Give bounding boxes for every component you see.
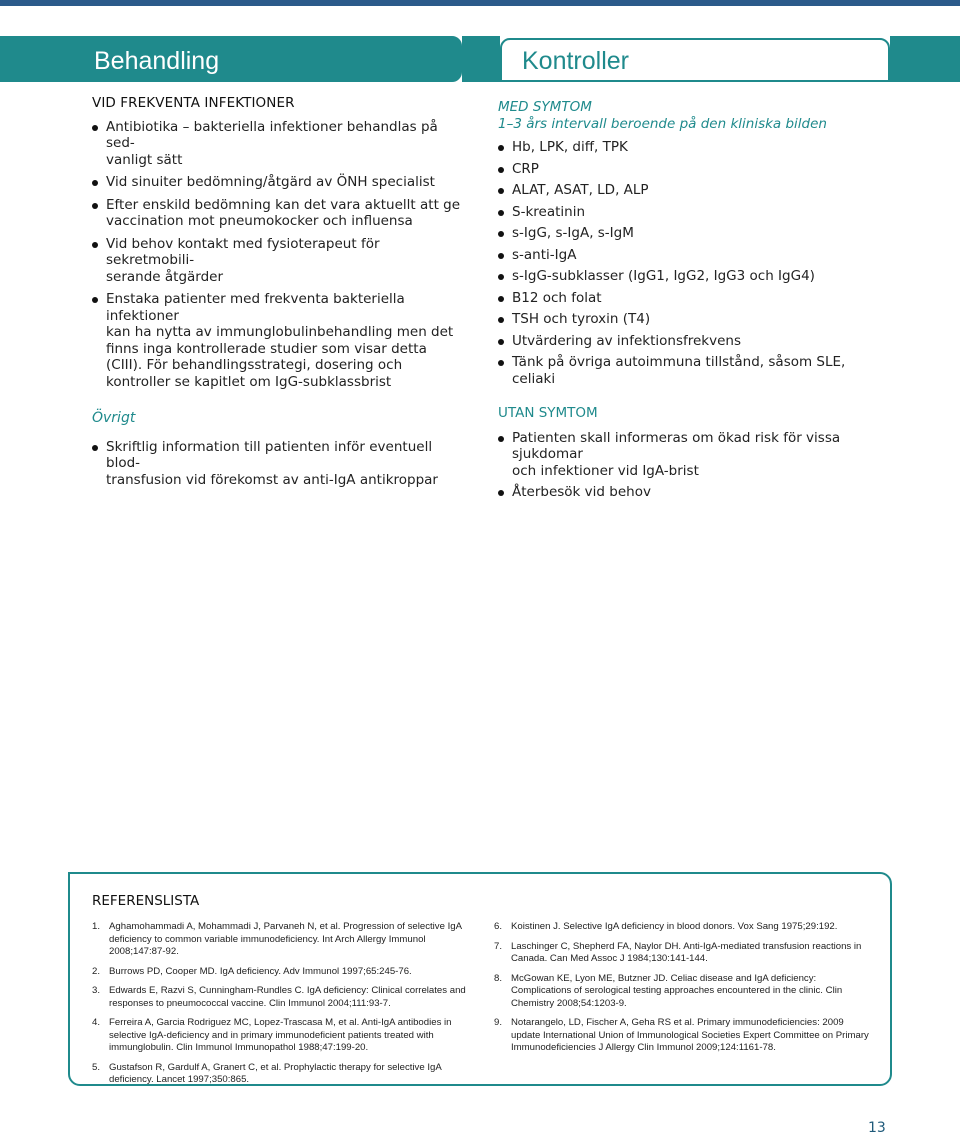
list-item: CRP <box>498 161 880 178</box>
list-item <box>92 197 464 230</box>
frequent-infections-heading: VID FREKVENTA INFEKTIONER <box>92 95 295 111</box>
reference-text: Gustafson R, Gardulf A, Granert C, et al. Prophylactic therapy for selective IgA deficiency. Lancet 1997;350:865. <box>109 1061 442 1085</box>
list-item <box>92 174 464 191</box>
reference-number: 1. <box>92 921 101 932</box>
list-item: Hb, LPK, diff, TPK <box>498 139 880 156</box>
reference-item <box>494 941 874 966</box>
list-item: Utvärdering av infektionsfrekvens <box>498 333 880 350</box>
reference-item <box>92 921 472 959</box>
list-item-text: Återbesök vid behov <box>512 484 651 500</box>
list-item-text: och infektioner vid IgA-brist <box>512 462 699 479</box>
reference-number: 3. <box>92 985 101 996</box>
list-item-text: Skriftlig information till patienten inför eventuell blod- <box>106 438 433 471</box>
list-item <box>498 484 880 501</box>
reference-text: Aghamohammadi A, Mohammadi J, Parvaneh N, et al. Progression of selective IgA deficiency to common variable immunodeficiency. Int Arch Allergy Immunol 2008;147:87-92. <box>109 921 462 957</box>
reference-item <box>494 921 874 934</box>
other-heading: Övrigt <box>92 410 136 426</box>
reference-number: 4. <box>92 1017 101 1028</box>
interval-subheading: 1–3 års intervall beroende på den kliniska bilden <box>498 115 827 132</box>
list-item <box>92 439 464 489</box>
list-item-text: vanligt sätt <box>106 151 183 168</box>
kontroller-column <box>498 99 880 506</box>
header-band-right <box>890 36 960 82</box>
list-item-text: serande åtgärder <box>106 268 224 285</box>
reference-item <box>92 985 472 1010</box>
list-item-text: transfusion vid förekomst av anti-IgA antikroppar <box>106 471 438 488</box>
list-item-text: Vid sinuiter bedömning/åtgärd av ÖNH specialist <box>106 174 435 190</box>
reference-number: 9. <box>494 1017 503 1028</box>
list-item-text: Efter enskild bedömning kan det vara aktuellt att ge <box>106 196 461 213</box>
reference-number: 6. <box>494 921 503 932</box>
section-title-kontroller: Kontroller <box>500 38 890 82</box>
reference-text: McGowan KE, Lyon ME, Butzner JD. Celiac disease and IgA deficiency: Complications of serological testing approaches encountered in the clinic. Clin Chemistry 2008;54:1203-9. <box>511 972 843 1009</box>
list-item-text: Antibiotika – bakteriella infektioner behandlas på sed- <box>106 118 438 151</box>
other-list <box>92 439 464 489</box>
reference-text: Laschinger C, Shepherd FA, Naylor DH. Anti-IgA-mediated transfusion reactions in Canada. Can Med Assoc J 1984;130:141-144. <box>511 940 862 964</box>
list-item: ALAT, ASAT, LD, ALP <box>498 182 880 199</box>
references-title: REFERENSLISTA <box>92 893 200 909</box>
header-band-left <box>0 36 68 82</box>
reference-number: 5. <box>92 1061 101 1073</box>
list-item-text: vaccination mot pneumokocker och influensa <box>106 213 413 229</box>
reference-text: Edwards E, Razvi S, Cunningham-Rundles C. IgA deficiency: Clinical correlates and responses to pneumococcal vaccine. Clin Immunol 2004;111:93-7. <box>109 985 466 1009</box>
reference-item <box>494 1017 874 1055</box>
references-left-column <box>92 921 472 1094</box>
list-item: B12 och folat <box>498 290 880 307</box>
reference-number: 7. <box>494 940 503 952</box>
reference-text: Notarangelo, LD, Fischer A, Geha RS et al. Primary immunodeficiencies: 2009 update International Union of Immunological Societies Expert Committee on Primary Immunodeficiencies J Allergy Clin Immunol 2009;124:1161-78. <box>511 1017 869 1053</box>
behandling-column <box>92 95 464 494</box>
without-symptoms-heading: UTAN SYMTOM <box>498 405 598 421</box>
list-item-text: kan ha nytta av immunglobulinbehandling men det finns inga kontrollerade studier som visar detta (CIII). För behandlingsstrategi, dosering och kontroller se kapitlet om IgG-subklassbrist <box>106 324 454 390</box>
page-number: 13 <box>868 1120 886 1136</box>
with-symptoms-list <box>498 139 880 387</box>
reference-item <box>92 966 472 979</box>
reference-item <box>92 1062 472 1087</box>
list-item: s-IgG, s-IgA, s-IgM <box>498 225 880 242</box>
list-item: s-anti-IgA <box>498 247 880 264</box>
top-rule <box>0 0 960 6</box>
section-title-behandling: Behandling <box>68 36 462 82</box>
list-item <box>498 430 880 480</box>
reference-text: Ferreira A, Garcia Rodriguez MC, Lopez-Trascasa M, et al. Anti-IgA antibodies in selective IgA-deficiency and in primary immunodeficient patients treated with immunglobulin. Clin Immunol Immunopathol 1988;47:199-20. <box>109 1017 452 1053</box>
reference-item <box>494 973 874 1011</box>
treatment-list <box>92 119 464 391</box>
list-item-text: Vid behov kontakt med fysioterapeut för sekretmobili- <box>106 235 380 268</box>
reference-text: Burrows PD, Cooper MD. IgA deficiency. Adv Immunol 1997;65:245-76. <box>109 965 412 977</box>
list-item: S-kreatinin <box>498 204 880 221</box>
reference-item <box>92 1017 472 1055</box>
list-item: s-IgG-subklasser (IgG1, IgG2, IgG3 och IgG4) <box>498 268 880 285</box>
with-symptoms-heading: MED SYMTOM <box>498 99 592 115</box>
header-band-middle <box>462 36 500 82</box>
list-item-text: Patienten skall informeras om ökad risk för vissa sjukdomar <box>512 429 841 462</box>
list-item <box>92 291 464 390</box>
list-item <box>92 236 464 286</box>
reference-number: 8. <box>494 972 503 984</box>
references-right-column <box>494 921 874 1062</box>
without-symptoms-list <box>498 430 880 501</box>
list-item: Tänk på övriga autoimmuna tillstånd, såsom SLE, celiaki <box>498 354 880 387</box>
reference-number: 2. <box>92 965 101 977</box>
reference-text: Koistinen J. Selective IgA deficiency in blood donors. Vox Sang 1975;29:192. <box>511 921 838 932</box>
list-item: TSH och tyroxin (T4) <box>498 311 880 328</box>
list-item <box>92 119 464 169</box>
list-item-text: Enstaka patienter med frekventa bakteriella infektioner <box>106 291 405 324</box>
